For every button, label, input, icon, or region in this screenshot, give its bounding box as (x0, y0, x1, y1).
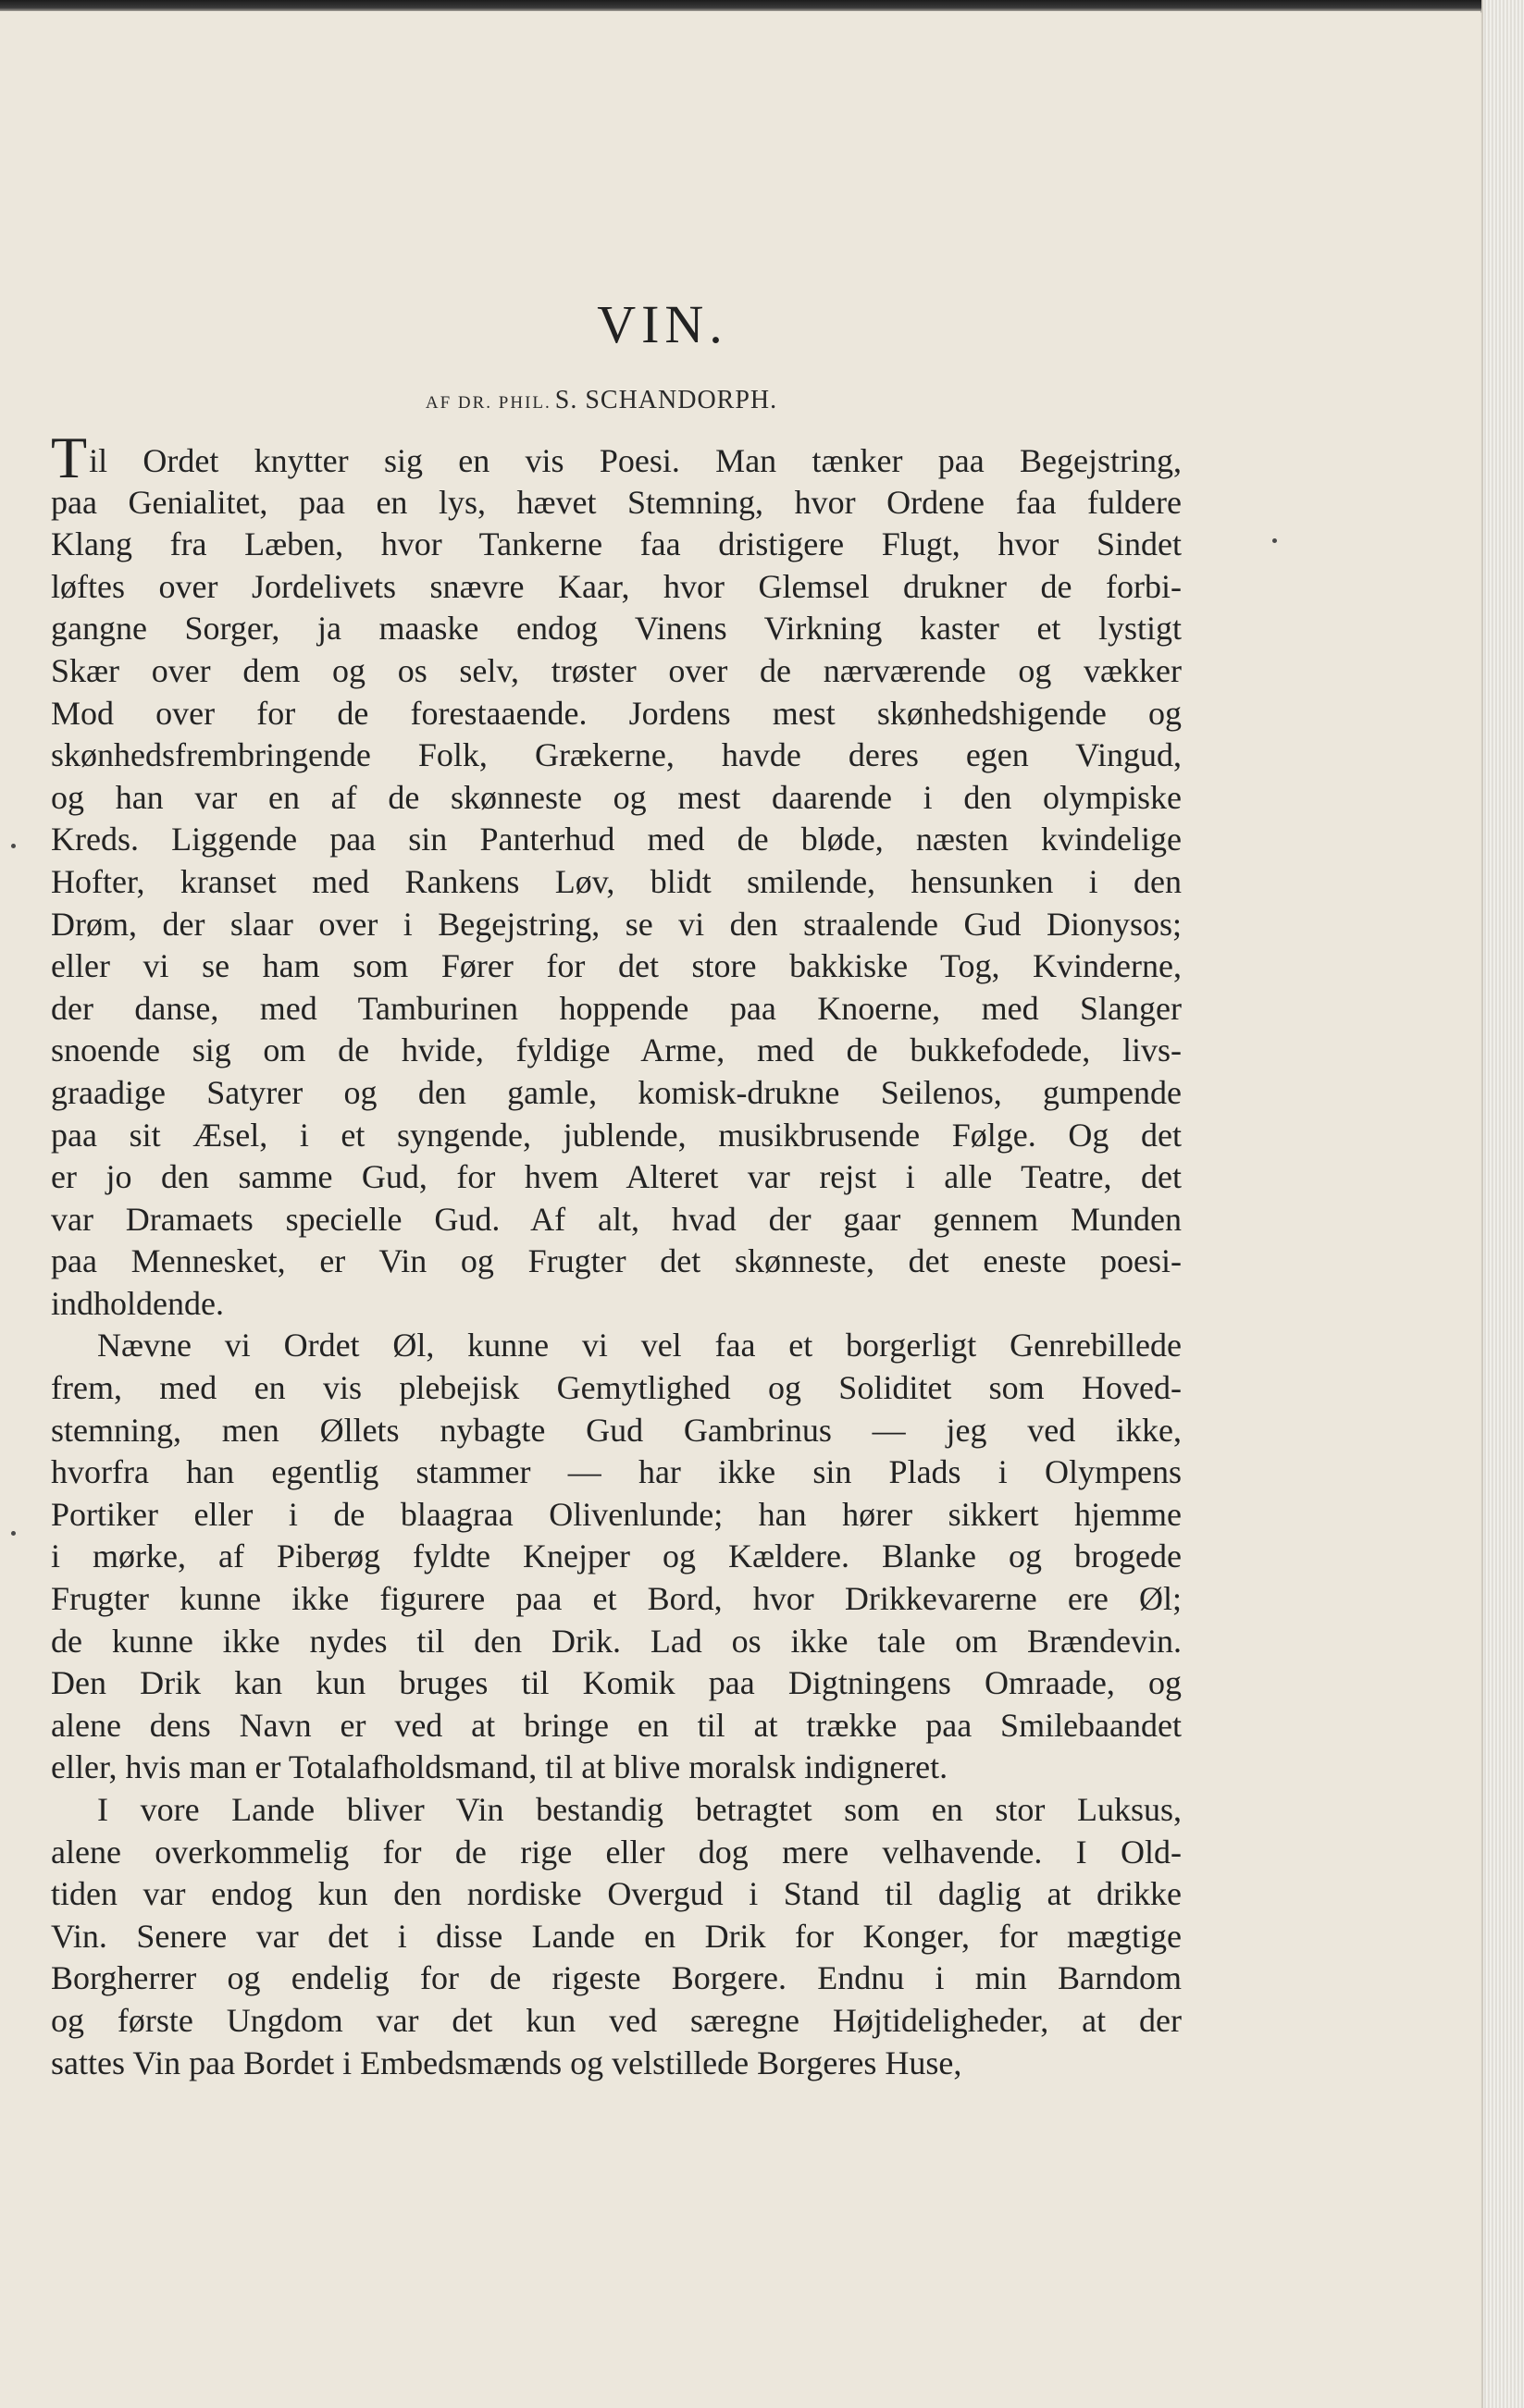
text-line (51, 1621, 1182, 1663)
text-line (51, 2043, 1182, 2085)
line-text: paa Genialitet, paa en lys, hævet Stemning, hvor Ordene faa fuldere (51, 483, 1182, 521)
line-text: alene overkommelig for de rige eller dog mere velhavende. I Old- (51, 1833, 1182, 1871)
text-line (51, 988, 1182, 1031)
line-text: indholdende. (51, 1284, 224, 1322)
text-line (51, 1072, 1182, 1115)
text-line (51, 1916, 1182, 1958)
text-line (51, 650, 1182, 693)
scan-speck (11, 844, 16, 848)
line-text: il Ordet knytter sig en vis Poesi. Man tænker paa Begejstring, (89, 442, 1182, 479)
text-line (51, 904, 1182, 946)
paragraph (51, 1789, 1182, 2084)
byline (0, 386, 1203, 415)
text-line (51, 1705, 1182, 1747)
text-line (51, 425, 1182, 490)
drop-cap: T (51, 425, 88, 490)
line-text: snoende sig om de hvide, fyldige Arme, med de bukkefodede, livs- (51, 1031, 1182, 1069)
line-text: Skær over dem og os selv, trøster over de nærværende og vækker (51, 651, 1182, 689)
page-stack-edge (1481, 0, 1524, 2408)
text-line (51, 1156, 1182, 1199)
line-text: Hofter, kranset med Rankens Løv, blidt smilende, hensunken i den (51, 862, 1182, 900)
text-line (51, 945, 1182, 988)
text-line (51, 819, 1182, 861)
text-line (51, 524, 1182, 566)
text-line (51, 1283, 1182, 1326)
line-text: de kunne ikke nydes til den Drik. Lad os ikke tale om Brændevin. (51, 1622, 1182, 1660)
line-text: paa sit Æsel, i et syngende, jublende, musikbrusende Følge. Og det (51, 1116, 1182, 1154)
line-text: sattes Vin paa Bordet i Embedsmænds og velstillede Borgeres Huse, (51, 2044, 962, 2081)
text-line (51, 1536, 1182, 1578)
scan-speck (11, 1531, 16, 1536)
line-text: Nævne vi Ordet Øl, kunne vi vel faa et borgerligt Genrebillede (97, 1327, 1182, 1365)
line-text: Vin. Senere var det i disse Lande en Drik for Konger, for mægtige (51, 1917, 1182, 1955)
scan-speck (1272, 538, 1277, 543)
text-line (51, 608, 1182, 650)
line-text: Borgherrer og endelig for de rigeste Borgere. Endnu i min Barndom (51, 1959, 1182, 1997)
line-text: Portiker eller i de blaagraa Olivenlunde; han hører sikkert hjemme (51, 1495, 1182, 1533)
text-line (51, 735, 1182, 777)
text-line (51, 1325, 1182, 1367)
line-text: og han var en af de skønneste og mest daarende i den olympiske (51, 778, 1182, 816)
text-line (51, 1578, 1182, 1621)
text-line (51, 1410, 1182, 1452)
text-line (51, 1873, 1182, 1916)
line-text: tiden var endog kun den nordiske Overgud i Stand til daglig at drikke (51, 1875, 1182, 1913)
article-title: VIN. (597, 294, 728, 354)
text-line (51, 2000, 1182, 2043)
text-line (51, 482, 1182, 525)
text-line (51, 1030, 1182, 1072)
paragraph (51, 1325, 1182, 1789)
line-text: Frugter kunne ikke figurere paa et Bord, hvor Drikkevarerne ere Øl; (51, 1580, 1182, 1618)
line-text: graadige Satyrer og den gamle, komisk-drukne Seilenos, gumpende (51, 1073, 1182, 1111)
article-body (51, 425, 1182, 2084)
line-text: gangne Sorger, ja maaske endog Vinens Virkning kaster et lystigt (51, 610, 1182, 648)
line-text: I vore Lande bliver Vin bestandig betragtet som en stor Luksus, (97, 1791, 1182, 1828)
text-line (51, 1832, 1182, 1874)
line-text: skønhedsfrembringende Folk, Grækerne, havde deres egen Vingud, (51, 736, 1182, 774)
text-line (51, 777, 1182, 820)
text-line (51, 861, 1182, 904)
byline-prefix: AF DR. PHIL. (425, 393, 551, 413)
text-line (51, 1199, 1182, 1241)
text-line (51, 1241, 1182, 1283)
line-text: Den Drik kan kun bruges til Komik paa Digtningens Omraade, og (51, 1664, 1182, 1702)
text-line (51, 1789, 1182, 1832)
line-text: var Dramaets specielle Gud. Af alt, hvad der gaar gennem Munden (51, 1200, 1182, 1238)
line-text: hvorfra han egentlig stammer — har ikke sin Plads i Olympens (51, 1453, 1182, 1491)
author-name: S. SCHANDORPH. (554, 386, 778, 414)
line-text: eller, hvis man er Totalafholdsmand, til at blive moralsk indigneret. (51, 1748, 948, 1786)
line-text: eller vi se ham som Fører for det store bakkiske Tog, Kvinderne, (51, 947, 1182, 985)
line-text: alene dens Navn er ved at bringe en til at trække paa Smilebaandet (51, 1706, 1182, 1744)
line-text: stemning, men Øllets nybagte Gud Gambrinus — jeg ved ikke, (51, 1411, 1182, 1449)
line-text: paa Mennesket, er Vin og Frugter det skønneste, det eneste poesi- (51, 1242, 1182, 1280)
text-line (51, 1367, 1182, 1410)
text-line (51, 1662, 1182, 1705)
line-text: i mørke, af Piberøg fyldte Knejper og Kældere. Blanke og brogede (51, 1537, 1182, 1575)
text-line (51, 1747, 1182, 1789)
line-text: frem, med en vis plebejisk Gemytlighed og Soliditet som Hoved- (51, 1369, 1182, 1407)
line-text: der danse, med Tamburinen hoppende paa Knoerne, med Slanger (51, 989, 1182, 1027)
text-line (51, 693, 1182, 735)
line-text: Kreds. Liggende paa sin Panterhud med de bløde, næsten kvindelige (51, 821, 1182, 858)
paragraph (51, 425, 1182, 1325)
line-text: Drøm, der slaar over i Begejstring, se vi den straalende Gud Dionysos; (51, 905, 1182, 943)
text-line (51, 1957, 1182, 2000)
line-text: er jo den samme Gud, for hvem Alteret var rejst i alle Teatre, det (51, 1158, 1182, 1196)
line-text: Klang fra Læben, hvor Tankerne faa dristigere Flugt, hvor Sindet (51, 525, 1182, 563)
text-line (51, 1494, 1182, 1537)
line-text: og første Ungdom var det kun ved særegne Højtideligheder, at der (51, 2001, 1182, 2039)
line-text: Mod over for de forestaaende. Jordens mest skønhedshigende og (51, 694, 1182, 732)
line-text: løftes over Jordelivets snævre Kaar, hvor Glemsel drukner de forbi- (51, 567, 1182, 605)
text-line (51, 566, 1182, 609)
text-line (51, 1115, 1182, 1157)
book-page (0, 11, 1481, 2408)
text-line (51, 1451, 1182, 1494)
